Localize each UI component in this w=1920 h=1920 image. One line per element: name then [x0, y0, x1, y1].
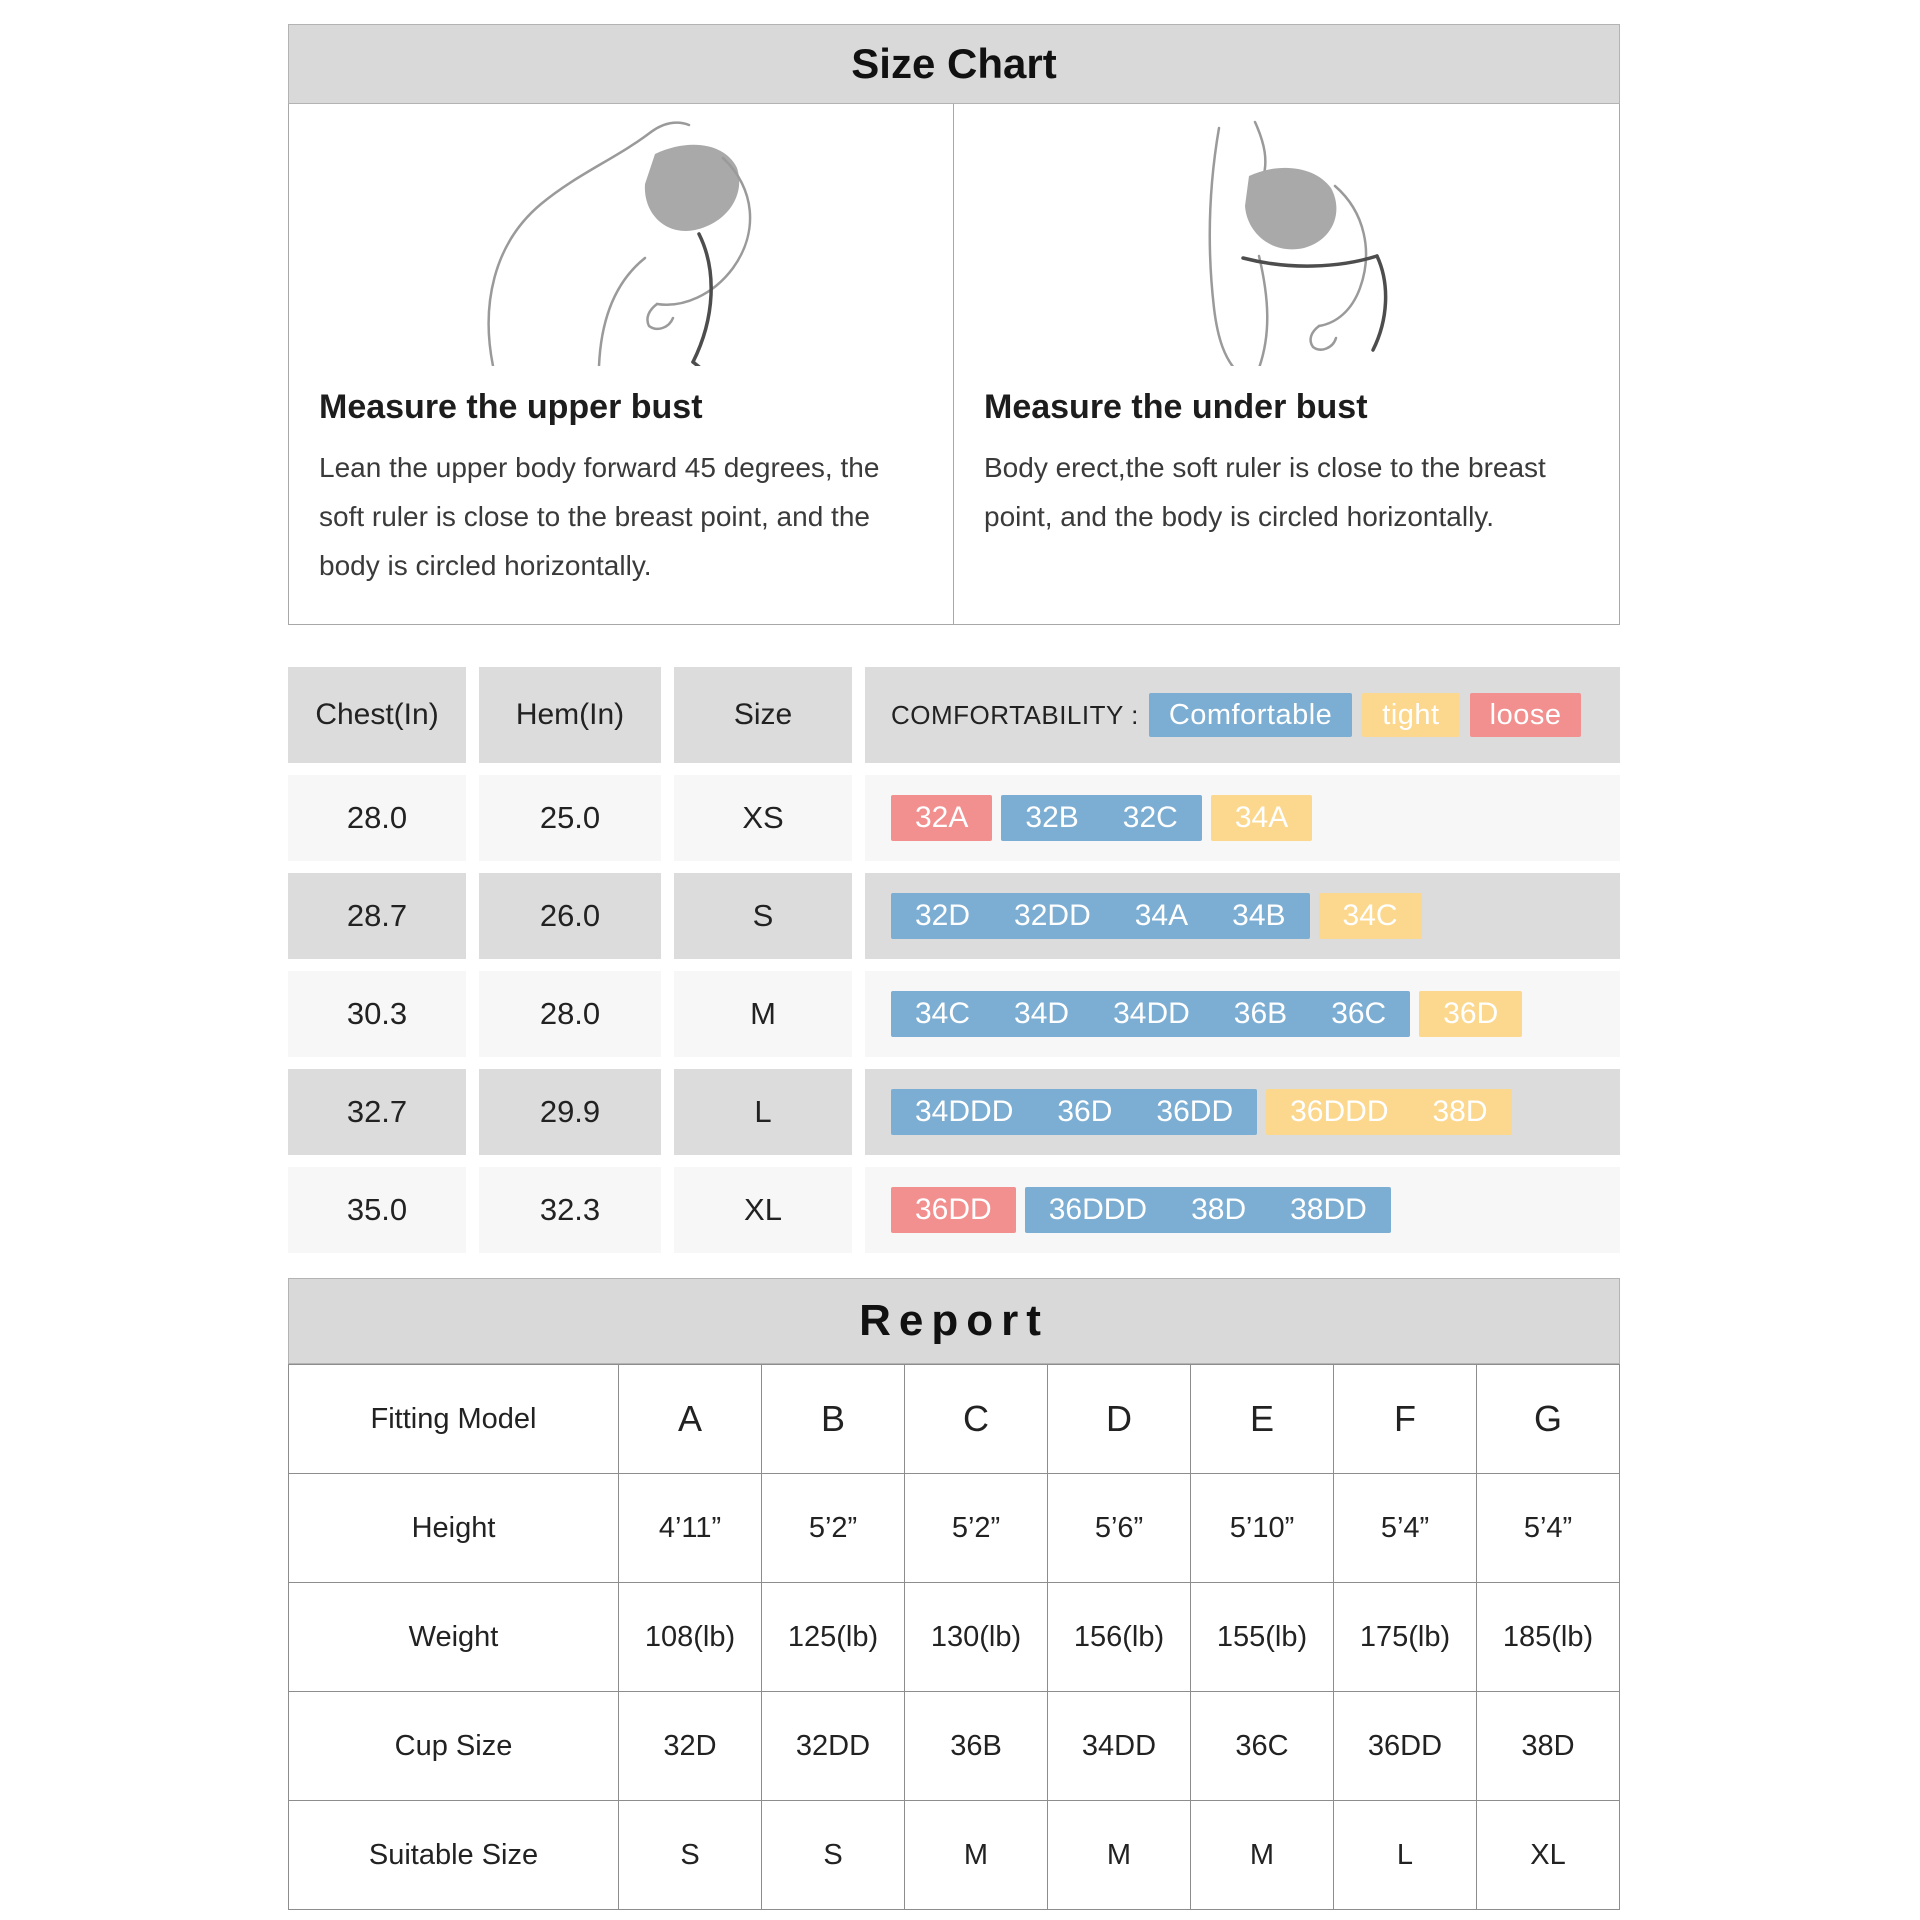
comfortable-chip: [891, 1089, 1257, 1135]
report-row-label-model: Fitting Model: [289, 1365, 619, 1474]
report-weight-value: 156(lb): [1048, 1583, 1191, 1692]
report-weight-value: 155(lb): [1191, 1583, 1334, 1692]
chest-value: 28.0: [288, 775, 466, 861]
report-cup-value: 36C: [1191, 1692, 1334, 1801]
bra-size-label: 32A: [915, 801, 969, 834]
bra-size-label: 34C: [915, 997, 971, 1030]
bra-size-label: 34DD: [1113, 997, 1190, 1030]
column-header-chest: Chest(In): [288, 667, 466, 763]
report-model-value: C: [905, 1365, 1048, 1474]
tight-chip: [1419, 991, 1522, 1037]
report-weight-value: 125(lb): [762, 1583, 905, 1692]
bra-size-label: 36D: [1057, 1095, 1113, 1128]
column-header-size: Size: [674, 667, 852, 763]
loose-chip: [891, 795, 992, 841]
report-cup-value: 36B: [905, 1692, 1048, 1801]
chest-value: 30.3: [288, 971, 466, 1057]
report-height-value: 5’10”: [1191, 1474, 1334, 1583]
hem-value: 28.0: [479, 971, 661, 1057]
chest-value: 32.7: [288, 1069, 466, 1155]
size-chart-header: [288, 24, 1620, 104]
report-height-value: 5’4”: [1334, 1474, 1477, 1583]
measure-upper-bust-panel: [289, 104, 954, 624]
bra-size-label: 36DD: [915, 1193, 992, 1226]
comfortability-header: [865, 667, 1620, 763]
upright-figure-icon: [1107, 116, 1467, 366]
bra-size-label: 32B: [1025, 801, 1079, 834]
comfortable-chip: [891, 991, 1410, 1037]
report-suitable-value: M: [1191, 1801, 1334, 1910]
comfortable-chip: [1001, 795, 1201, 841]
bra-size-label: 34A: [1134, 899, 1189, 932]
comfortability-cell: [865, 1167, 1620, 1253]
report-cup-value: 34DD: [1048, 1692, 1191, 1801]
size-value: S: [674, 873, 852, 959]
bra-size-label: 34DDD: [915, 1095, 1014, 1128]
bra-size-label: 38DD: [1290, 1193, 1367, 1226]
bra-size-label: 34D: [1014, 997, 1070, 1030]
bra-size-label: Comfortable: [1168, 698, 1333, 731]
comfortability-cell: [865, 1069, 1620, 1155]
bra-size-label: 38D: [1191, 1193, 1247, 1226]
size-value: M: [674, 971, 852, 1057]
report-table: [288, 1364, 1620, 1910]
report-model-value: B: [762, 1365, 905, 1474]
loose-chip: [1470, 693, 1582, 737]
size-chart-infographic: [288, 24, 1620, 1910]
report-cup-value: 38D: [1477, 1692, 1620, 1801]
comfortability-legend: [1139, 693, 1582, 737]
bra-size-label: 34A: [1234, 801, 1289, 834]
bra-size-label: 36DDD: [1048, 1193, 1148, 1226]
hem-value: 32.3: [479, 1167, 661, 1253]
bra-size-label: 36DD: [1156, 1095, 1234, 1128]
size-table: [288, 667, 1620, 1253]
report-suitable-value: S: [619, 1801, 762, 1910]
report-suitable-value: L: [1334, 1801, 1477, 1910]
bra-size-label: 36D: [1443, 997, 1499, 1030]
loose-chip: [891, 1187, 1016, 1233]
chest-value: 28.7: [288, 873, 466, 959]
report-model-value: E: [1191, 1365, 1334, 1474]
page-title: Size Chart: [851, 40, 1057, 87]
bra-size-label: 38D: [1432, 1095, 1488, 1128]
report-row-label-cup: Cup Size: [289, 1692, 619, 1801]
under-bust-instructions: Body erect,the soft ruler is close to the breast point, and the body is circled horizontally.: [984, 452, 1546, 532]
chest-value: 35.0: [288, 1167, 466, 1253]
report-weight-value: 185(lb): [1477, 1583, 1620, 1692]
upper-bust-heading: Measure the upper bust: [319, 388, 703, 426]
comfortable-chip: [891, 893, 1310, 939]
report-cup-value: 32D: [619, 1692, 762, 1801]
report-row-label-suitable: Suitable Size: [289, 1801, 619, 1910]
comfortability-label: COMFORTABILITY :: [891, 699, 1139, 730]
report-suitable-value: M: [1048, 1801, 1191, 1910]
report-row-label-weight: Weight: [289, 1583, 619, 1692]
report-height-value: 5’4”: [1477, 1474, 1620, 1583]
report-cup-value: 32DD: [762, 1692, 905, 1801]
comfortable-chip: [1025, 1187, 1391, 1233]
size-value: XL: [674, 1167, 852, 1253]
tight-chip: [1266, 1089, 1511, 1135]
under-bust-illustration: [984, 114, 1589, 366]
report-row-label-height: Height: [289, 1474, 619, 1583]
bra-size-label: 32C: [1122, 801, 1178, 834]
report-weight-value: 108(lb): [619, 1583, 762, 1692]
bra-size-label: 32DD: [1014, 899, 1091, 932]
report-height-value: 5’2”: [905, 1474, 1048, 1583]
leaning-figure-icon: [441, 116, 801, 366]
bra-size-label: 36C: [1331, 997, 1387, 1030]
bra-size-label: 36B: [1233, 997, 1288, 1030]
tight-chip: [1211, 795, 1312, 841]
report-height-value: 5’2”: [762, 1474, 905, 1583]
report-header: [288, 1278, 1620, 1364]
upper-bust-illustration: [319, 114, 923, 366]
comfortability-cell: [865, 873, 1620, 959]
bra-size-label: loose: [1489, 698, 1562, 731]
comfortability-cell: [865, 971, 1620, 1057]
measure-under-bust-panel: [954, 104, 1619, 624]
report-model-value: F: [1334, 1365, 1477, 1474]
report-model-value: A: [619, 1365, 762, 1474]
bra-size-label: 34B: [1232, 899, 1286, 932]
report-weight-value: 130(lb): [905, 1583, 1048, 1692]
report-model-value: G: [1477, 1365, 1620, 1474]
size-value: L: [674, 1069, 852, 1155]
bra-size-label: 34C: [1342, 899, 1398, 932]
upper-bust-instructions: Lean the upper body forward 45 degrees, the soft ruler is close to the breast point, and the body is circled horizontally.: [319, 452, 880, 581]
hem-value: 26.0: [479, 873, 661, 959]
bra-size-label: tight: [1382, 698, 1440, 731]
hem-value: 25.0: [479, 775, 661, 861]
comfortable-chip: [1149, 693, 1352, 737]
report-model-value: D: [1048, 1365, 1191, 1474]
comfortability-cell: [865, 775, 1620, 861]
size-value: XS: [674, 775, 852, 861]
tight-chip: [1362, 693, 1459, 737]
column-header-hem: Hem(In): [479, 667, 661, 763]
report-height-value: 4’11”: [619, 1474, 762, 1583]
tight-chip: [1319, 893, 1422, 939]
bra-size-label: 36DDD: [1290, 1095, 1389, 1128]
under-bust-heading: Measure the under bust: [984, 388, 1368, 426]
hem-value: 29.9: [479, 1069, 661, 1155]
report-suitable-value: S: [762, 1801, 905, 1910]
report-suitable-value: M: [905, 1801, 1048, 1910]
report-height-value: 5’6”: [1048, 1474, 1191, 1583]
report-cup-value: 36DD: [1334, 1692, 1477, 1801]
report-suitable-value: XL: [1477, 1801, 1620, 1910]
measure-panels: [288, 104, 1620, 625]
bra-size-label: 32D: [915, 899, 971, 932]
report-title: Report: [859, 1296, 1049, 1345]
report-weight-value: 175(lb): [1334, 1583, 1477, 1692]
